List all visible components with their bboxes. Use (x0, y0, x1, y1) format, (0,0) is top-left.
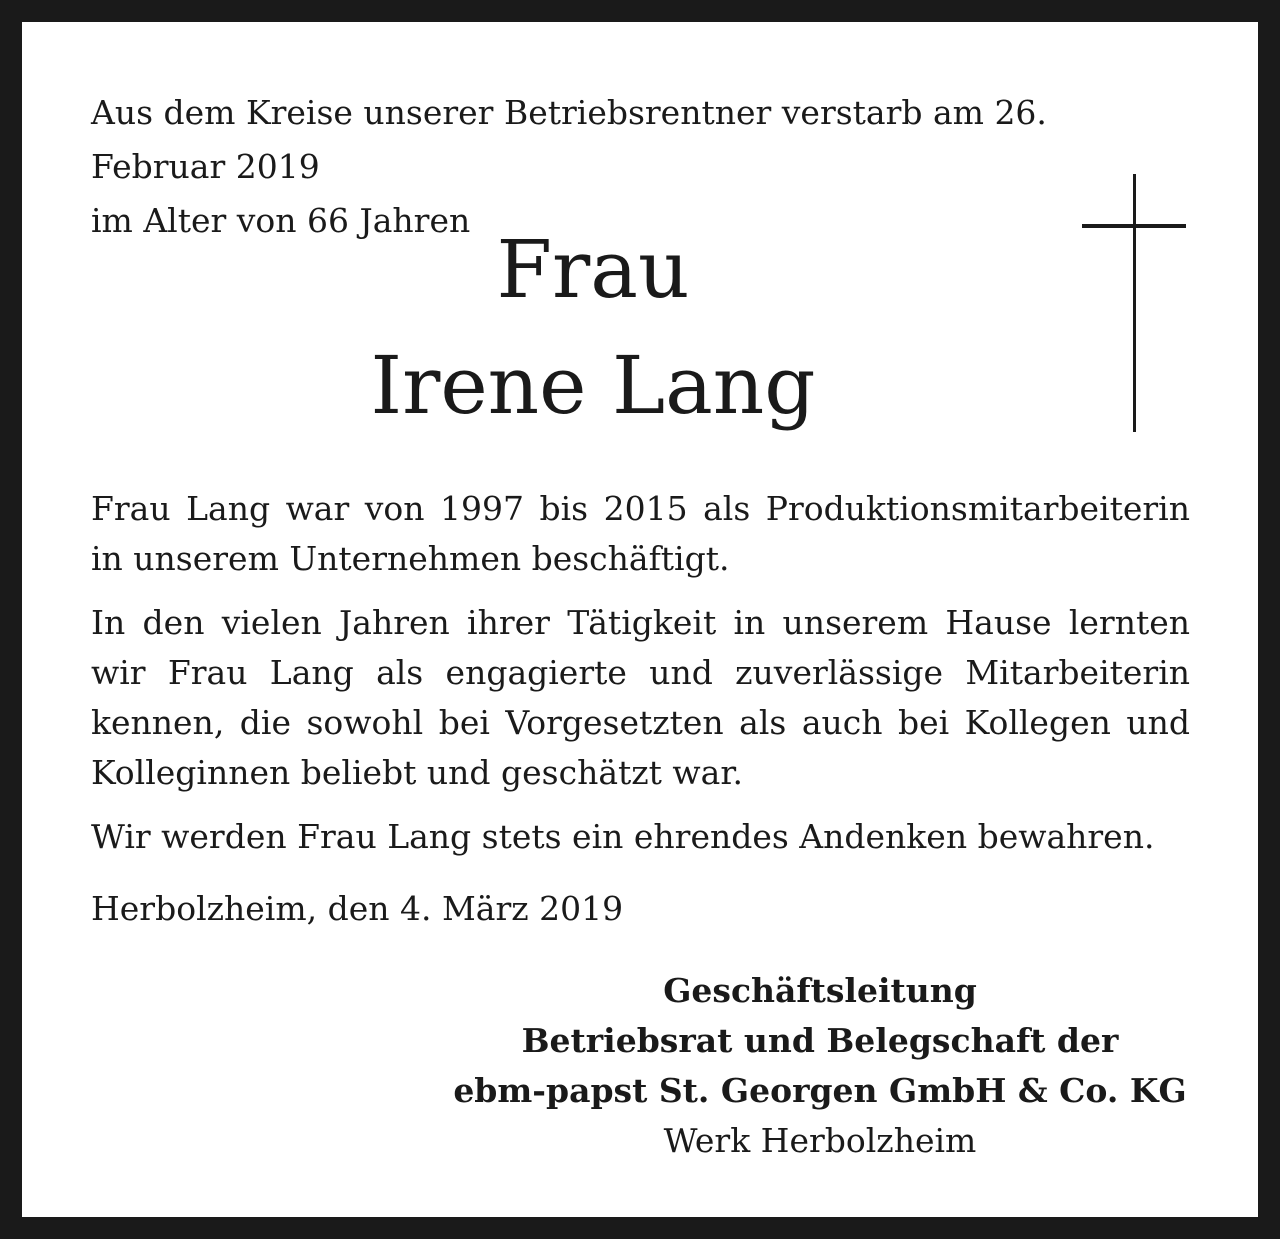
cross-horizontal-bar (1082, 224, 1186, 228)
signature-line-plant: Werk Herbolzheim (663, 1121, 977, 1160)
deceased-name-block (293, 212, 893, 444)
place-date: Herbolzheim, den 4. März 2019 (91, 889, 624, 928)
intro-line-2: im Alter von 66 Jahren (91, 201, 471, 240)
signature-line-company: ebm-papst St. Georgen GmbH & Co. KG (453, 1071, 1187, 1110)
salutation: Frau (496, 223, 690, 316)
signature-line-council: Betriebsrat und Belegschaft der (521, 1021, 1119, 1060)
signature-line-management: Geschäftsleitung (663, 971, 977, 1010)
signature-block (420, 966, 1220, 1166)
cross-icon (1082, 174, 1186, 432)
tribute-paragraph: In den vielen Jahren ihrer Tätigkeit in unserem Hause lernten wir Frau Lang als engagierte und zuverlässige Mitarbeiterin kennen, die sowohl bei Vorgesetzten als auch bei Kollegen und Kolleginnen beliebt und geschätzt war. (91, 603, 1190, 792)
remembrance-paragraph: Wir werden Frau Lang stets ein ehrendes Andenken bewahren. (91, 817, 1155, 856)
cross-vertical-bar (1133, 174, 1136, 432)
employment-paragraph: Frau Lang war von 1997 bis 2015 als Produktionsmitarbeiterin in unserem Unternehmen beschäftigt. (91, 489, 1190, 578)
deceased-name: Irene Lang (370, 339, 816, 432)
intro-line-1: Aus dem Kreise unserer Betriebsrentner verstarb am 26. Februar 2019 (91, 93, 1047, 186)
